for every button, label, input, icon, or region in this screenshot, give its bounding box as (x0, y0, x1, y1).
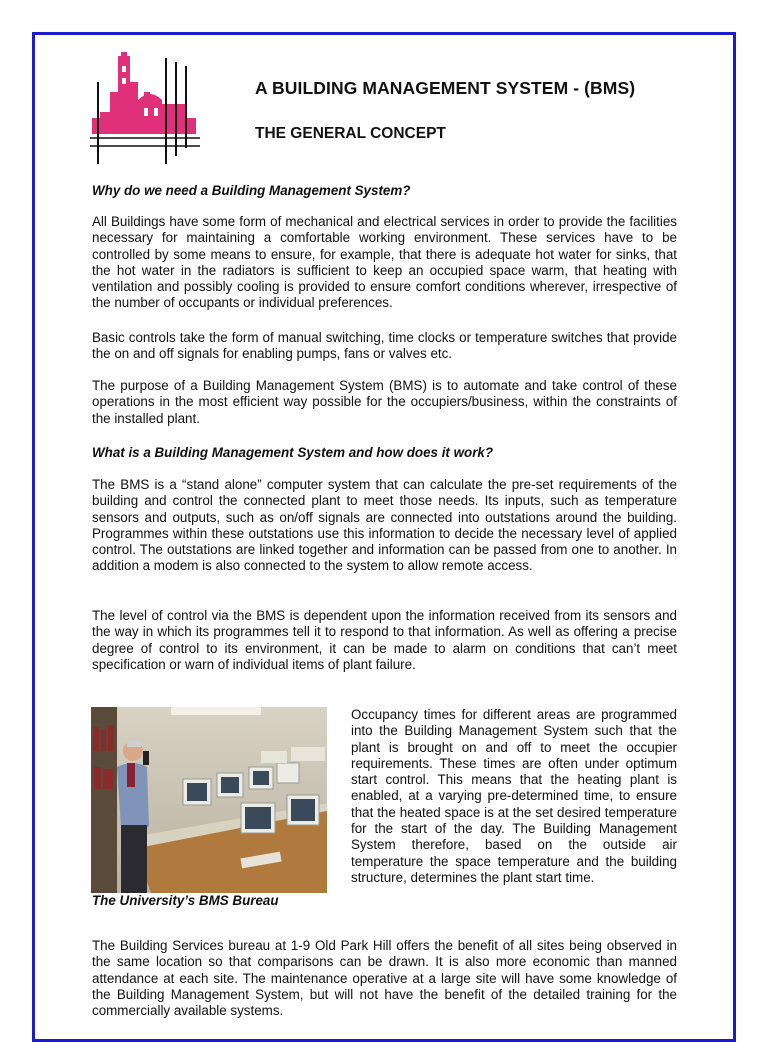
paragraph: The BMS is a “stand alone” computer system that can calculate the pre-set requirements of the building and control the connected plant to meet those needs. Its inputs, such as temperature sensors and outputs, such as on/off signals are connected into outstations around the building. Programmes within these outstations use this information to decide the necessary level of applied control. The outstations are linked together and information can be passed from one to another. In addition a modem is also connected to the system to allow remote access. (92, 477, 677, 574)
paragraph: Basic controls take the form of manual switching, time clocks or temperature switches that provide the on and off signals for enabling pumps, fans or valves etc. (92, 330, 677, 362)
page-subtitle: THE GENERAL CONCEPT (255, 125, 446, 142)
photo-caption: The University’s BMS Bureau (92, 893, 279, 908)
paragraph: The purpose of a Building Management System (BMS) is to automate and take control of these operations in the most efficient way possible for the occupiers/business, within the constraints of the installed plant. (92, 378, 677, 426)
paragraph: The level of control via the BMS is dependent upon the information received from its sensors and the way in which its programmes tell it to respond to that information. As well as offering a precise degree of control to its environment, it can be made to alarm on conditions that can’t meet specification or warn of individual items of plant failure. (92, 608, 677, 672)
university-logo (88, 52, 204, 168)
final-paragraph: The Building Services bureau at 1-9 Old Park Hill offers the benefit of all sites being observed in the same location so that comparisons can be drawn. It is also more economic than manned attendance at each site. The maintenance operative at a large site will have some knowledge of the Building Management System, but will not have the benefit of the detailed training for the commercially available systems. (92, 938, 677, 1019)
page-title: A BUILDING MANAGEMENT SYSTEM - (BMS) (255, 78, 636, 98)
section-heading-why: Why do we need a Building Management System? (92, 183, 411, 198)
side-paragraph: Occupancy times for different areas are programmed into the Building Management System such that the plant is brought on and off to meet the occupier requirements. These times are often under optimum start control. This means that the heating plant is enabled, at a varying pre-determined time, to ensure that the heated space is at the set desired temperature for the start of the day. The Building Management System therefore, based on the outside air temperature the space temperature and the building structure, determines the plant start time. (351, 707, 677, 885)
paragraph: All Buildings have some form of mechanical and electrical services in order to provide the facilities necessary for maintaining a comfortable working environment. These services have to be controlled by some means to ensure, for example, that there is adequate hot water for sinks, that the hot water in the radiators is sufficient to keep an occupied space warm, that heating with ventilation and possibly cooling is provided to ensure comfort conditions wherever, irrespective of the number of occupants or individual preferences. (92, 214, 677, 311)
bms-bureau-photo (91, 707, 327, 893)
section-heading-what: What is a Building Management System and how does it work? (92, 445, 494, 460)
